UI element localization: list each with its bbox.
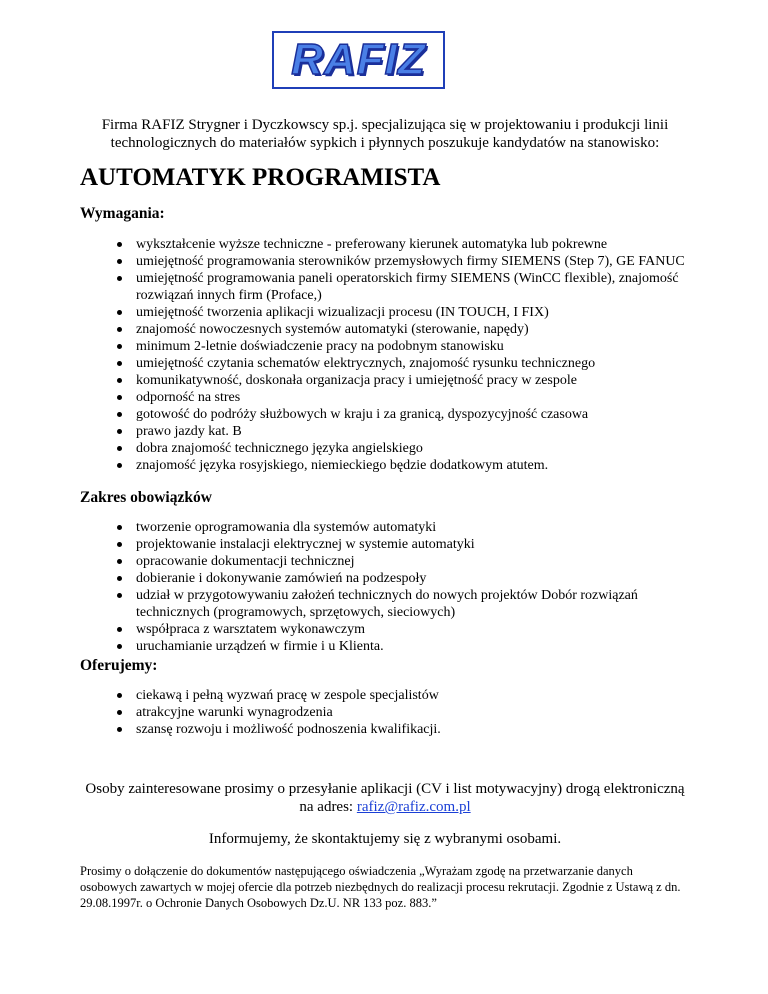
list-item: umiejętność czytania schematów elektrycznych, znajomość rysunku technicznego bbox=[80, 355, 700, 372]
job-title: AUTOMATYK PROGRAMISTA bbox=[80, 164, 441, 191]
duties-heading: Zakres obowiązków bbox=[80, 489, 212, 506]
contact-text: Osoby zainteresowane prosimy o przesyłanie aplikacji (CV i list motywacyjny) drogą elektroniczną na adres: bbox=[85, 781, 685, 815]
requirements-heading: Wymagania: bbox=[80, 205, 165, 222]
list-item: wykształcenie wyższe techniczne - preferowany kierunek automatyka lub pokrewne bbox=[80, 236, 700, 253]
intro-paragraph: Firma RAFIZ Strygner i Dyczkowscy sp.j. specjalizująca się w projektowaniu i produkcji linii technologicznych do materiałów sypkich i płynnych poszukuje kandydatów na stanowisko: bbox=[101, 117, 669, 151]
requirements-list bbox=[80, 236, 700, 474]
list-item: prawo jazdy kat. B bbox=[80, 423, 700, 440]
list-item: ciekawą i pełną wyzwań pracę w zespole specjalistów bbox=[80, 687, 700, 704]
email-link[interactable]: rafiz@rafiz.com.pl bbox=[356, 799, 471, 815]
list-item: gotowość do podróży służbowych w kraju i za granicą, dyspozycyjność czasowa bbox=[80, 406, 700, 423]
list-item: znajomość języka rosyjskiego, niemieckiego będzie dodatkowym atutem. bbox=[80, 457, 700, 474]
duties-list bbox=[80, 519, 700, 655]
list-item: komunikatywność, doskonała organizacja pracy i umiejętność pracy w zespole bbox=[80, 372, 700, 389]
list-item: znajomość nowoczesnych systemów automatyki (sterowanie, napędy) bbox=[80, 321, 700, 338]
offer-heading: Oferujemy: bbox=[80, 657, 158, 674]
list-item: projektowanie instalacji elektrycznej w systemie automatyki bbox=[80, 536, 700, 553]
list-item: umiejętność programowania sterowników przemysłowych firmy SIEMENS (Step 7), GE FANUC bbox=[80, 253, 700, 270]
list-item: współpraca z warsztatem wykonawczym bbox=[80, 621, 700, 638]
offer-list bbox=[80, 687, 700, 738]
list-item: dobieranie i dokonywanie zamówień na podzespoły bbox=[80, 570, 700, 587]
list-item: szansę rozwoju i możliwość podnoszenia kwalifikacji. bbox=[80, 721, 700, 738]
logo-text: RAFIZ bbox=[291, 35, 426, 84]
rafiz-logo bbox=[272, 31, 445, 89]
list-item: tworzenie oprogramowania dla systemów automatyki bbox=[80, 519, 700, 536]
notice-paragraph: Informujemy, że skontaktujemy się z wybranymi osobami. bbox=[208, 831, 562, 847]
contact-paragraph bbox=[80, 780, 690, 816]
consent-paragraph: Prosimy o dołączenie do dokumentów następującego oświadczenia „Wyrażam zgodę na przetwarzanie danych osobowych zawartych w mojej ofercie dla potrzeb niezbędnych do realizacji procesu rekrutacji. Zgodnie z Ustawą z dn. 29.08.1997r. o Ochronie Danych Osobowych Dz.U. NR 133 poz. 883.” bbox=[80, 864, 681, 910]
list-item: atrakcyjne warunki wynagrodzenia bbox=[80, 704, 700, 721]
list-item: uruchamianie urządzeń w firmie i u Klienta. bbox=[80, 638, 700, 655]
list-item: odporność na stres bbox=[80, 389, 700, 406]
list-item: umiejętność tworzenia aplikacji wizualizacji procesu (IN TOUCH, I FIX) bbox=[80, 304, 700, 321]
list-item: minimum 2-letnie doświadczenie pracy na podobnym stanowisku bbox=[80, 338, 700, 355]
list-item: opracowanie dokumentacji technicznej bbox=[80, 553, 700, 570]
list-item: dobra znajomość technicznego języka angielskiego bbox=[80, 440, 700, 457]
list-item: umiejętność programowania paneli operatorskich firmy SIEMENS (WinCC flexible), znajomość rozwiązań innych firm (Proface,) bbox=[80, 270, 700, 304]
list-item: udział w przygotowywaniu założeń technicznych do nowych projektów Dobór rozwiązań technicznych (programowych, sprzętowych, sieciowych) bbox=[80, 587, 700, 621]
